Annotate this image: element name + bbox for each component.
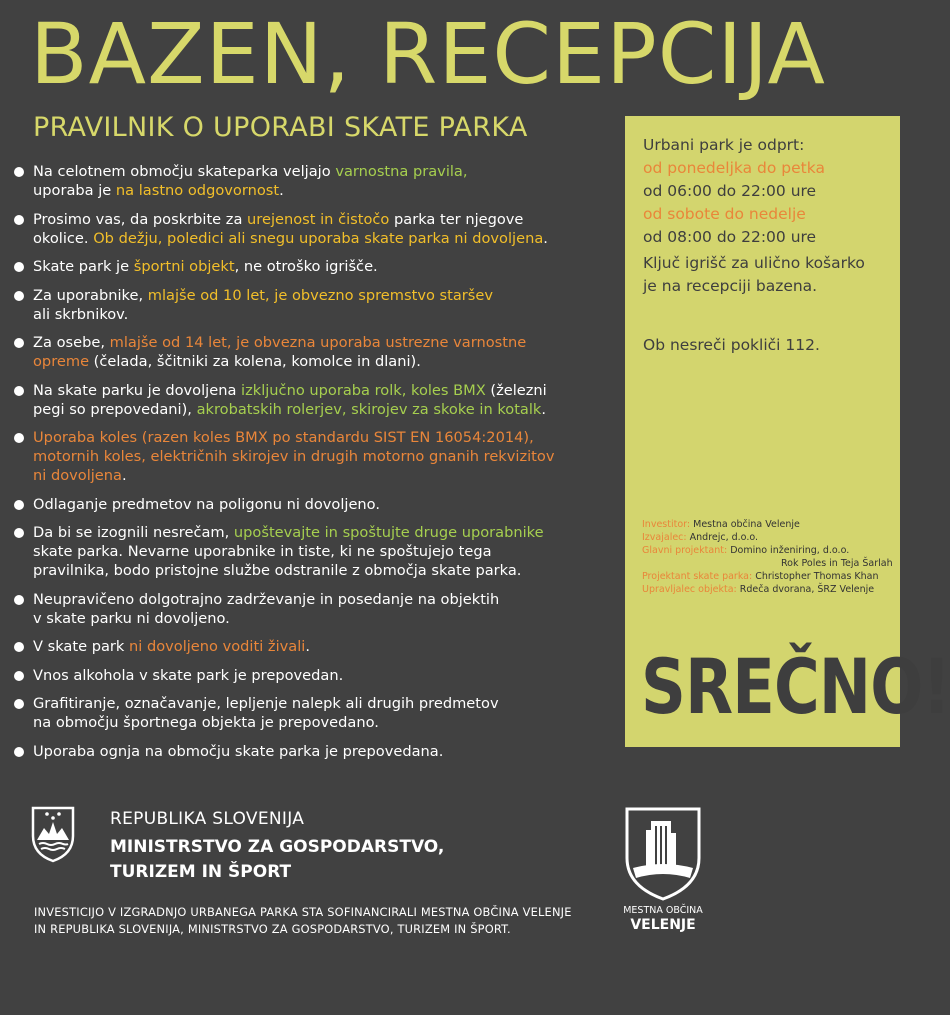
rule-text: opreme (33, 353, 90, 370)
opening-hours (643, 134, 825, 249)
bullet-dot-icon (14, 386, 24, 396)
rule-text: izključno uporaba rolk, koles BMX (241, 381, 486, 399)
rule-text: , ne otroško igrišče. (234, 258, 378, 275)
rule-text: Skate park je (33, 258, 134, 275)
bullet-dot-icon (14, 642, 24, 652)
bullet-dot-icon (14, 747, 24, 757)
rule-text: Na celotnem območju skateparka veljajo (33, 163, 336, 180)
rule-text: na lastno odgovornost (115, 182, 280, 199)
key-note-line2: je na recepciji bazena. (643, 277, 818, 295)
rule-item (14, 286, 614, 324)
rule-text: ali skrbnikov. (33, 305, 129, 323)
rule-text: mlajše od 10 let, je obvezno spremstvo staršev (147, 286, 494, 304)
republic-label: REPUBLIKA SLOVENIJA (110, 809, 305, 829)
rule-text: Ob dežju, poledici ali snegu uporaba skate parka ni dovoljena (93, 229, 544, 247)
credit-value: Christopher Thomas Khan (755, 571, 879, 582)
credit-skate-designer (642, 570, 902, 583)
credit-value: Domino inženiring, d.o.o. (730, 545, 850, 556)
open-label: Urbani park je odprt: (643, 136, 805, 154)
rule-text: Prosimo vas, da poskrbite za (33, 210, 248, 228)
rule-text: Uporaba ognja na območju skate parka je prepovedana. (33, 742, 444, 760)
rule-text: Za uporabnike, (33, 286, 148, 304)
rule-text: . (121, 467, 127, 484)
credit-investor (642, 518, 902, 531)
rule-text: Uporaba koles (razen koles BMX po standardu SIST EN 16054:2014), (33, 429, 534, 446)
velenje-crest-icon (624, 806, 702, 902)
rule-text: Neupravičeno dolgotrajno zadrževanje in posedanje na objektih (33, 590, 500, 608)
rule-item (14, 381, 614, 419)
rule-text: Vnos alkohola v skate park je prepovedan. (33, 666, 344, 684)
rule-text: Grafitiranje, označavanje, lepljenje nalepk ali drugih predmetov (33, 695, 499, 712)
rule-text: ni dovoljena (33, 467, 122, 484)
credits (642, 518, 902, 596)
investment-line: IN REPUBLIKA SLOVENIJA, MINISTRSTVO ZA GOSPODARSTVO, TURIZEM IN ŠPORT. (34, 922, 511, 936)
bullet-dot-icon (14, 671, 24, 681)
municipality-label: MESTNA OBČINA (623, 905, 703, 916)
page-title: BAZEN, RECEPCIJA (30, 5, 826, 103)
credit-value: Mestna občina Velenje (693, 519, 800, 530)
rule-text: pegi so prepovedani), (33, 400, 197, 418)
credit-contractor (642, 531, 902, 544)
key-note (643, 252, 865, 298)
credit-label: Upravljalec objekta: (642, 584, 737, 595)
ministry-name (110, 835, 444, 885)
emergency-note: Ob nesreči pokliči 112. (643, 336, 820, 354)
bullet-dot-icon (14, 433, 24, 443)
credit-value: Rdeča dvorana, ŠRZ Velenje (739, 584, 875, 595)
info-panel (625, 116, 950, 747)
rule-text: v skate parku ni dovoljeno. (33, 609, 230, 627)
ministry-line: TURIZEM IN ŠPORT (110, 862, 292, 882)
page-subtitle: PRAVILNIK O UPORABI SKATE PARKA (33, 112, 528, 143)
rule-text: urejenost in čistočo (247, 210, 390, 228)
rule-text: upoštevajte in spoštujte druge uporabnike (233, 524, 544, 541)
credit-label: Izvajalec: (642, 532, 687, 543)
rule-text: skate parka. Nevarne uporabnike in tiste, ki ne spoštujejo tega (33, 543, 492, 560)
rule-text: okolice. (33, 229, 94, 247)
credit-value: Andrejc, d.o.o. (689, 532, 759, 543)
rule-item (14, 694, 614, 732)
rule-text: parka ter njegove (389, 210, 524, 228)
investment-line: INVESTICIJO V IZGRADNJO URBANEGA PARKA STA SOFINANCIRALI MESTNA OBČINA VELENJE (34, 905, 572, 919)
rule-text: športni objekt (133, 258, 235, 275)
rule-text: varnostna pravila, (335, 163, 468, 180)
rule-text: (železni (485, 381, 547, 399)
slovenia-coat-of-arms-icon (30, 806, 76, 862)
bullet-dot-icon (14, 500, 24, 510)
rule-item (14, 590, 614, 628)
rule-text: V skate park (33, 638, 129, 655)
closing-message: SREČNO! (641, 642, 950, 731)
rule-text: Odlaganje predmetov na poligonu ni dovoljeno. (33, 495, 380, 513)
rule-text: pravilnika, bodo pristojne službe odstranile z območja skate parka. (33, 562, 522, 579)
rule-text: . (305, 638, 310, 655)
rule-text: . (543, 229, 548, 247)
rule-text: mlajše od 14 let, je obvezna uporaba ustrezne varnostne (109, 334, 527, 351)
bullet-dot-icon (14, 528, 24, 538)
rule-item (14, 666, 614, 685)
bullet-dot-icon (14, 699, 24, 709)
weekend-hours: od 08:00 do 22:00 ure (643, 228, 817, 246)
rule-item (14, 162, 614, 200)
rule-text: akrobatskih rolerjev, skirojev za skoke in kotalk (196, 400, 542, 418)
weekend-label: od sobote do nedelje (643, 205, 806, 223)
credit-designer-cont: Rok Poles in Teja Šarlah (781, 558, 893, 569)
rule-text: na območju športnega objekta je prepovedano. (33, 714, 379, 731)
rule-text: motornih koles, električnih skirojev in drugih motorno gnanih rekvizitov (33, 448, 555, 465)
rule-item (14, 742, 614, 761)
rule-item (14, 523, 614, 580)
rule-text: uporaba je (33, 182, 116, 199)
rules-list (14, 162, 614, 770)
credit-label: Glavni projektant: (642, 545, 728, 556)
bullet-dot-icon (14, 595, 24, 605)
rule-item (14, 257, 614, 276)
bullet-dot-icon (14, 262, 24, 272)
investment-note (34, 904, 572, 938)
bullet-dot-icon (14, 338, 24, 348)
credit-designer (642, 544, 902, 557)
rule-text: Za osebe, (33, 334, 110, 351)
credit-label: Projektant skate parka: (642, 571, 753, 582)
rule-text: (čelada, ščitniki za kolena, komolce in dlani). (89, 353, 421, 370)
bullet-dot-icon (14, 167, 24, 177)
rule-text: ni dovoljeno voditi živali (129, 638, 306, 655)
bullet-dot-icon (14, 291, 24, 301)
weekday-label: od ponedeljka do petka (643, 159, 825, 177)
rule-item (14, 495, 614, 514)
key-note-line1: Ključ igrišč za ulično košarko (643, 254, 865, 272)
municipality-name: VELENJE (630, 917, 696, 933)
weekday-hours: od 06:00 do 22:00 ure (643, 182, 817, 200)
rule-item (14, 637, 614, 656)
rule-text: . (279, 182, 284, 199)
rule-text: Da bi se izognili nesrečam, (33, 524, 234, 541)
ministry-line: MINISTRSTVO ZA GOSPODARSTVO, (110, 837, 445, 857)
rule-item (14, 428, 614, 485)
rule-text: Na skate parku je dovoljena (33, 381, 242, 399)
rule-item (14, 333, 614, 371)
credit-label: Investitor: (642, 519, 691, 530)
rule-item (14, 210, 614, 248)
credit-manager (642, 583, 902, 596)
bullet-dot-icon (14, 215, 24, 225)
rule-text: . (541, 400, 547, 418)
